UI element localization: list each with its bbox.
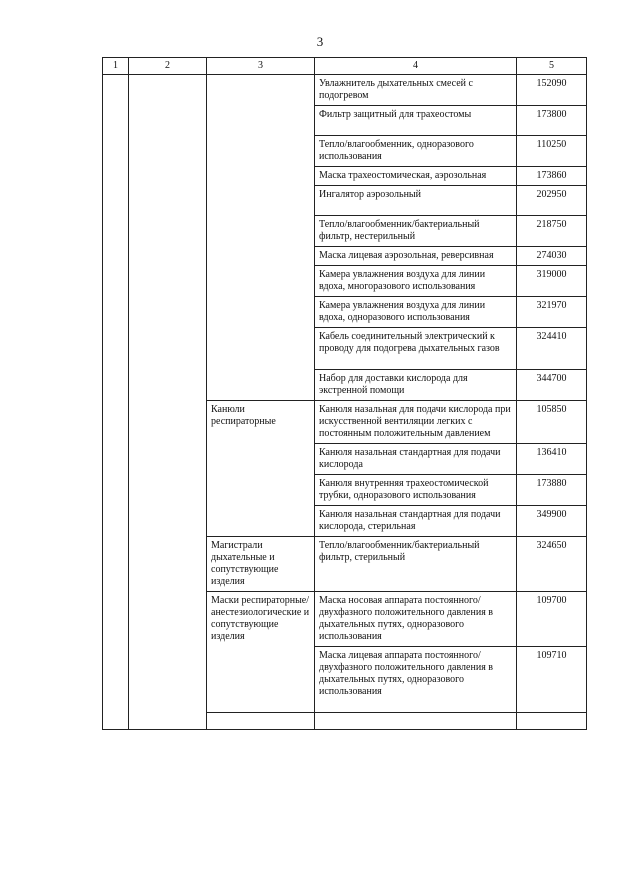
item-code-cell: 110250 [517, 136, 587, 167]
item-name-cell: Камера увлажнения воздуха для линии вдоха, многоразового использования [315, 266, 517, 297]
item-name-cell: Кабель соединительный электрический к проводу для подогрева дыхательных газов [315, 328, 517, 370]
column-header: 1 [103, 58, 129, 75]
item-name-cell: Маска лицевая аэрозольная, реверсивная [315, 247, 517, 266]
col2-cell [129, 75, 207, 730]
item-name-cell: Камера увлажнения воздуха для линии вдоха, одноразового использования [315, 297, 517, 328]
item-name-cell: Фильтр защитный для трахеостомы [315, 106, 517, 136]
category-cell: Магистрали дыхательные и сопутствующие изделия [207, 537, 315, 592]
item-code-cell: 109700 [517, 592, 587, 647]
category-cell: Канюли респираторные [207, 401, 315, 537]
item-name-cell: Тепло/влагообменник/бактериальный фильтр, стерильный [315, 537, 517, 592]
item-code-cell: 105850 [517, 401, 587, 444]
item-code-cell: 202950 [517, 186, 587, 216]
item-code-cell: 136410 [517, 444, 587, 475]
category-cell: Маски респираторные/анестезиологические и сопутствующие изделия [207, 592, 315, 713]
item-code-cell: 173880 [517, 475, 587, 506]
item-code-cell: 218750 [517, 216, 587, 247]
table-row [103, 75, 587, 106]
item-code-cell: 274030 [517, 247, 587, 266]
item-code-cell: 324650 [517, 537, 587, 592]
item-name-cell: Набор для доставки кислорода для экстренной помощи [315, 370, 517, 401]
item-name-cell: Маска лицевая аппарата постоянного/двухфазного положительного давления в дыхательных путях, одноразового использования [315, 647, 517, 713]
item-code-cell: 349900 [517, 506, 587, 537]
col1-cell [103, 75, 129, 730]
item-code-cell: 152090 [517, 75, 587, 106]
empty-cell [315, 713, 517, 730]
column-header: 5 [517, 58, 587, 75]
item-name-cell: Маска носовая аппарата постоянного/двухфазного положительного давления в дыхательных путях, одноразового использования [315, 592, 517, 647]
item-code-cell: 319000 [517, 266, 587, 297]
device-table [102, 57, 587, 730]
column-header: 3 [207, 58, 315, 75]
item-code-cell: 173860 [517, 167, 587, 186]
item-name-cell: Канюля внутренняя трахеостомической трубки, одноразового использования [315, 475, 517, 506]
item-name-cell: Канюля назальная для подачи кислорода при искусственной вентиляции легких с постоянным положительным давлением [315, 401, 517, 444]
item-name-cell: Ингалятор аэрозольный [315, 186, 517, 216]
item-name-cell: Тепло/влагообменник/бактериальный фильтр, нестерильный [315, 216, 517, 247]
column-header: 2 [129, 58, 207, 75]
item-name-cell: Увлажнитель дыхательных смесей с подогревом [315, 75, 517, 106]
item-code-cell: 324410 [517, 328, 587, 370]
item-name-cell: Канюля назальная стандартная для подачи кислорода, стерильная [315, 506, 517, 537]
item-name-cell: Тепло/влагообменник, одноразового использования [315, 136, 517, 167]
item-code-cell: 344700 [517, 370, 587, 401]
item-name-cell: Маска трахеостомическая, аэрозольная [315, 167, 517, 186]
item-code-cell: 109710 [517, 647, 587, 713]
empty-cell [517, 713, 587, 730]
item-name-cell: Канюля назальная стандартная для подачи кислорода [315, 444, 517, 475]
column-header: 4 [315, 58, 517, 75]
table-header-row [103, 58, 587, 75]
page-number: 3 [316, 34, 324, 49]
item-code-cell: 321970 [517, 297, 587, 328]
category-cell [207, 75, 315, 401]
item-code-cell: 173800 [517, 106, 587, 136]
empty-cell [207, 713, 315, 730]
